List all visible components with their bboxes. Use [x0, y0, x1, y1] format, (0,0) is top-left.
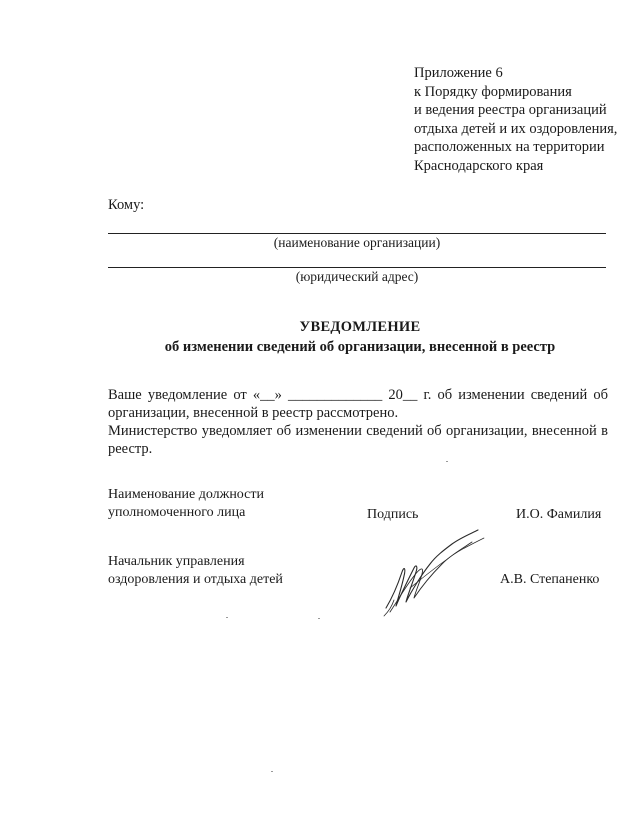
appendix-line: Приложение 6 [414, 65, 503, 81]
position-line: Наименование должности [108, 487, 264, 502]
scan-speck [271, 771, 273, 772]
handwritten-signature [380, 528, 490, 618]
organization-name-caption: (наименование организации) [273, 235, 441, 250]
notice-paragraph-2: Министерство уведомляет об изменении сведений об организации, внесенной в реестр. [108, 423, 608, 457]
scan-speck [446, 461, 448, 462]
organization-name-line [108, 233, 606, 234]
scan-speck [318, 618, 320, 619]
document-subtitle: об изменении сведений об организации, внесенной в реестр [164, 339, 556, 355]
chief-title-line: оздоровления и отдыха детей [108, 572, 283, 587]
legal-address-caption: (юридический адрес) [295, 269, 419, 284]
official-position-label [108, 486, 264, 522]
notice-body [108, 386, 608, 458]
recipient-label: Кому: [108, 197, 145, 213]
appendix-line: отдыха детей и их оздоровления, [414, 120, 618, 137]
appendix-line: к Порядку формирования [414, 83, 572, 100]
position-line: уполномоченного лица [108, 505, 246, 520]
appendix-header [414, 64, 634, 175]
notice-line-2: организации, внесенной в реестр рассмотрено. [108, 405, 399, 421]
chief-name: А.В. Степаненко [500, 572, 600, 587]
appendix-line: Краснодарского края [414, 157, 544, 174]
full-name-label: И.О. Фамилия [516, 507, 602, 522]
appendix-line: и ведения реестра организаций [414, 102, 607, 118]
scan-speck [226, 617, 228, 618]
chief-title-line: Начальник управления [108, 554, 245, 569]
appendix-line: расположенных на территории [414, 139, 605, 155]
notice-line-1: Ваше уведомление от «__» _____________ 20__ г. об изменении сведений об [108, 387, 608, 403]
signature-label: Подпись [367, 507, 419, 522]
document-title: УВЕДОМЛЕНИЕ [299, 319, 421, 335]
legal-address-line [108, 267, 606, 268]
chief-title [108, 553, 283, 589]
